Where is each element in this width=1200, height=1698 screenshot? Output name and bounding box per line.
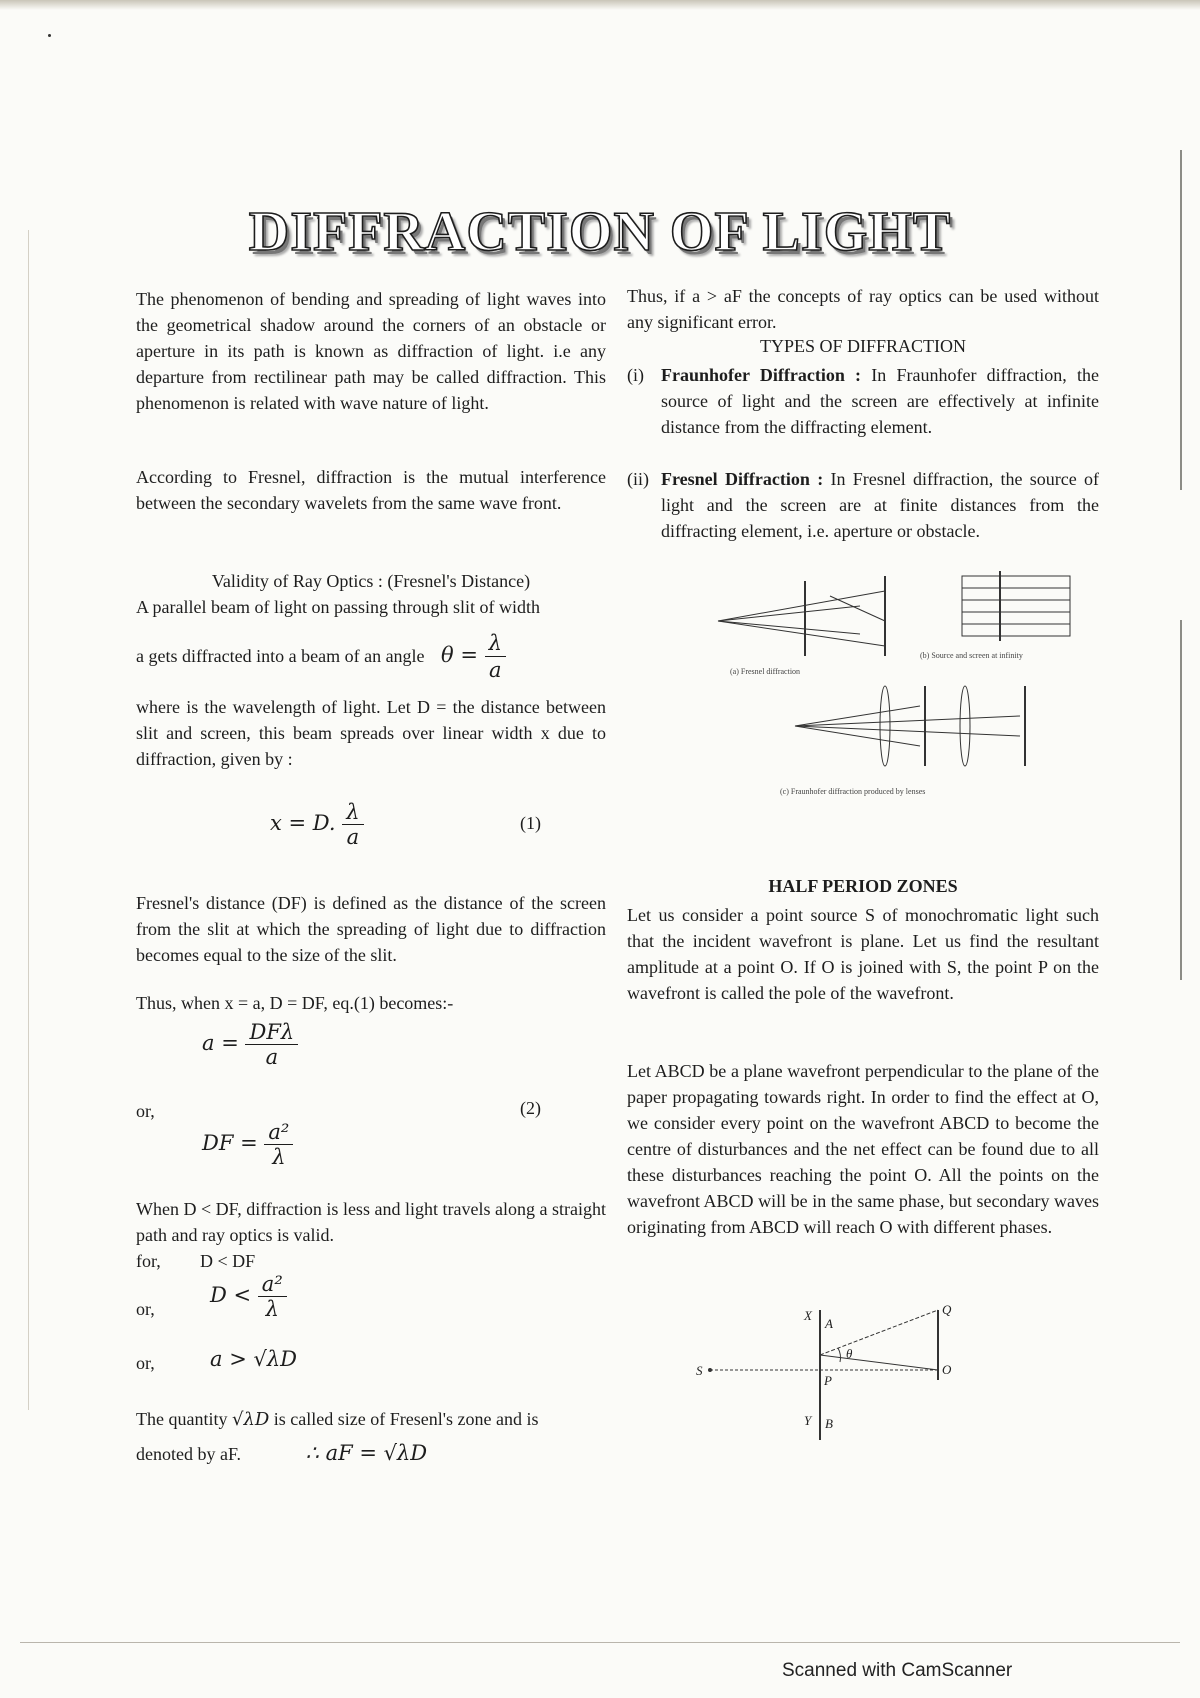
item-title: Fresnel Diffraction : — [661, 469, 824, 489]
ray-to-o — [820, 1355, 938, 1370]
eq-df-lhs: DF = — [202, 1131, 258, 1155]
for-label: for, — [136, 1251, 161, 1271]
item-text: In Fresnel diffraction, the source of light and the screen are at finite distances from the diffracting element, i.e. aperture or obstacle. — [661, 469, 1100, 541]
equation-1 — [270, 800, 364, 849]
fresnel-distance-text: Fresnel's distance (DF) is defined as the distance of the screen from the slit at which the spreading of light due to diffraction becomes equal to the size of the slit. — [136, 893, 606, 965]
label-o: O — [942, 1362, 952, 1377]
item-number: (i) — [627, 365, 644, 385]
scanner-watermark: Scanned with CamScanner — [782, 1660, 1013, 1681]
item-body — [661, 362, 1099, 440]
paragraph-thus: Thus, when x = a, D = DF, eq.(1) becomes:- — [136, 993, 454, 1013]
theta-arc — [838, 1348, 840, 1362]
label-a: A — [825, 1316, 833, 1331]
paragraph-definition: The phenomenon of bending and spreading of light waves into the geometrical shadow around the corners of an obstacle or aperture in its path is known as diffraction of light. i.e any departure from rectilinear path may be called diffraction. This phenomenon is related with wave nature of light. — [136, 289, 606, 413]
ineq1-den: λ — [265, 1297, 279, 1321]
eq-df-num: a² — [264, 1120, 293, 1145]
paragraph-parallel-beam: A parallel beam of light on passing through slit of width — [136, 597, 540, 617]
paragraph-point-source — [627, 902, 1099, 1006]
paragraph-when — [136, 1196, 606, 1248]
item-title: Fraunhofer Diffraction : — [661, 365, 862, 385]
ineq1-lhs: D < — [210, 1283, 252, 1307]
or-label-3: or, — [136, 1353, 155, 1373]
source-point — [708, 1368, 712, 1372]
af-equation: ∴ aF = √λD — [305, 1441, 428, 1465]
eq-a-den: a — [265, 1045, 279, 1069]
denoted-line — [136, 1440, 427, 1467]
or-label-2: or, — [136, 1299, 155, 1319]
paragraph-ray-optics — [627, 283, 1099, 335]
half-period-heading: HALF PERIOD ZONES — [768, 876, 958, 896]
figure-caption-c: (c) Fraunhofer diffraction produced by lenses — [780, 787, 926, 796]
fresnel-diagram — [718, 576, 885, 656]
item-text: In Fraunhofer diffraction, the source of light and the screen are effectively at infinite distance from the diffracting element. — [661, 365, 1100, 437]
eq1-lhs: x = D. — [270, 811, 336, 835]
eq-df-frac — [264, 1120, 293, 1169]
validity-heading: Validity of Ray Optics : (Fresnel's Distance) — [211, 571, 531, 591]
label-p: P — [824, 1373, 832, 1388]
list-item-fraunhofer — [627, 362, 1099, 440]
where-text: where is the wavelength of light. Let D = the distance between slit and screen, this beam spreads over linear width x due to diffraction, given by : — [136, 697, 606, 769]
paragraph-fresnel-distance — [136, 890, 606, 968]
paragraph-where — [136, 694, 606, 772]
label-theta: θ — [846, 1346, 853, 1361]
figure-caption-a: (a) Fresnel diffraction — [730, 667, 801, 676]
paragraph-wavefront — [627, 1058, 1099, 1240]
eq-a-lhs: a = — [202, 1031, 239, 1055]
lambda-over-a — [485, 630, 506, 683]
ineq1-num: a² — [258, 1272, 287, 1297]
item-number: (ii) — [627, 469, 649, 489]
angle-text: a gets diffracted into a beam of an angle — [136, 646, 425, 666]
angle-line — [136, 630, 606, 683]
eq1-frac — [342, 800, 363, 849]
theta-lhs: θ = — [441, 643, 478, 667]
label-s: S — [696, 1363, 703, 1378]
frac-den: a — [489, 658, 502, 682]
equation-df — [202, 1120, 293, 1169]
paragraph-quantity — [136, 1406, 616, 1433]
page-right-edge-lower — [1180, 620, 1182, 980]
inequality-2: a > √λD — [210, 1347, 297, 1371]
label-y: Y — [804, 1413, 812, 1428]
denoted-text: denoted by aF. — [136, 1444, 242, 1464]
point-source-text: Let us consider a point source S of monochromatic light such that the incident wavefront is plane. Let us find the resultant amplitude at a point O. If O is joined with S, the point P on the wavefront is called the pole of the wavefront. — [627, 905, 1099, 1003]
scan-speck — [48, 34, 51, 37]
left-column-2 — [136, 464, 606, 516]
label-q: Q — [942, 1302, 952, 1317]
when-text: When D < DF, diffraction is less and light travels along a straight path and ray optics is valid. — [136, 1199, 606, 1245]
ray-optics-text: Thus, if a > aF the concepts of ray optics can be used without any significant error. — [627, 286, 1099, 332]
item-body — [661, 466, 1099, 544]
eq-df-den: λ — [272, 1145, 286, 1169]
label-x: X — [804, 1308, 812, 1323]
inequality-1 — [210, 1272, 287, 1321]
fraunhofer-lens-diagram — [795, 686, 1025, 766]
eq1-num: λ — [342, 800, 363, 825]
ineq1-frac — [258, 1272, 287, 1321]
equation-number-1: (1) — [520, 813, 541, 833]
eq1-den: a — [346, 825, 360, 849]
left-column — [136, 286, 606, 416]
theta-equation — [441, 631, 506, 682]
figure-caption-b: (b) Source and screen at infinity — [920, 651, 1023, 660]
page-bottom-edge — [20, 1642, 1180, 1643]
wavefront-text: Let ABCD be a plane wavefront perpendicular to the plane of the paper propagating towards right. In order to find the effect at O, we consider every point on the wavefront ABCD to become the centre of disturbances and the net effect can be found due to all these disturbances reaching the point O. All the points on the wavefront ABCD will be in the same phase, but secondary waves originating from ABCD will reach O with different phases. — [627, 1061, 1099, 1237]
frac-num: λ — [485, 630, 506, 657]
for-expression: D < DF — [200, 1251, 256, 1271]
label-b: B — [825, 1416, 833, 1431]
quantity-text-a: The quantity — [136, 1409, 228, 1429]
types-heading: TYPES OF DIFFRACTION — [759, 336, 967, 356]
or-label-1: or, — [136, 1101, 155, 1121]
equation-number-2: (2) — [520, 1098, 541, 1118]
quantity-text-b: is called size of Fresenl's zone and is — [273, 1409, 539, 1429]
eq-a-frac — [245, 1020, 298, 1069]
quantity-sqrt: √λD — [231, 1409, 270, 1430]
paragraph-fresnel: According to Fresnel, diffraction is the mutual interference between the secondary wavelets from the same wave front. — [136, 467, 606, 513]
diffraction-types-figure — [700, 566, 1100, 826]
page-top-edge — [0, 0, 1200, 10]
list-item-fresnel — [627, 466, 1099, 544]
infinity-diagram — [962, 571, 1070, 641]
half-period-zone-figure — [690, 1300, 980, 1470]
eq-a-num: DFλ — [245, 1020, 298, 1045]
page-title: DIFFRACTION OF LIGHT — [248, 201, 952, 263]
equation-a — [202, 1020, 298, 1069]
page-left-edge — [28, 230, 29, 1410]
